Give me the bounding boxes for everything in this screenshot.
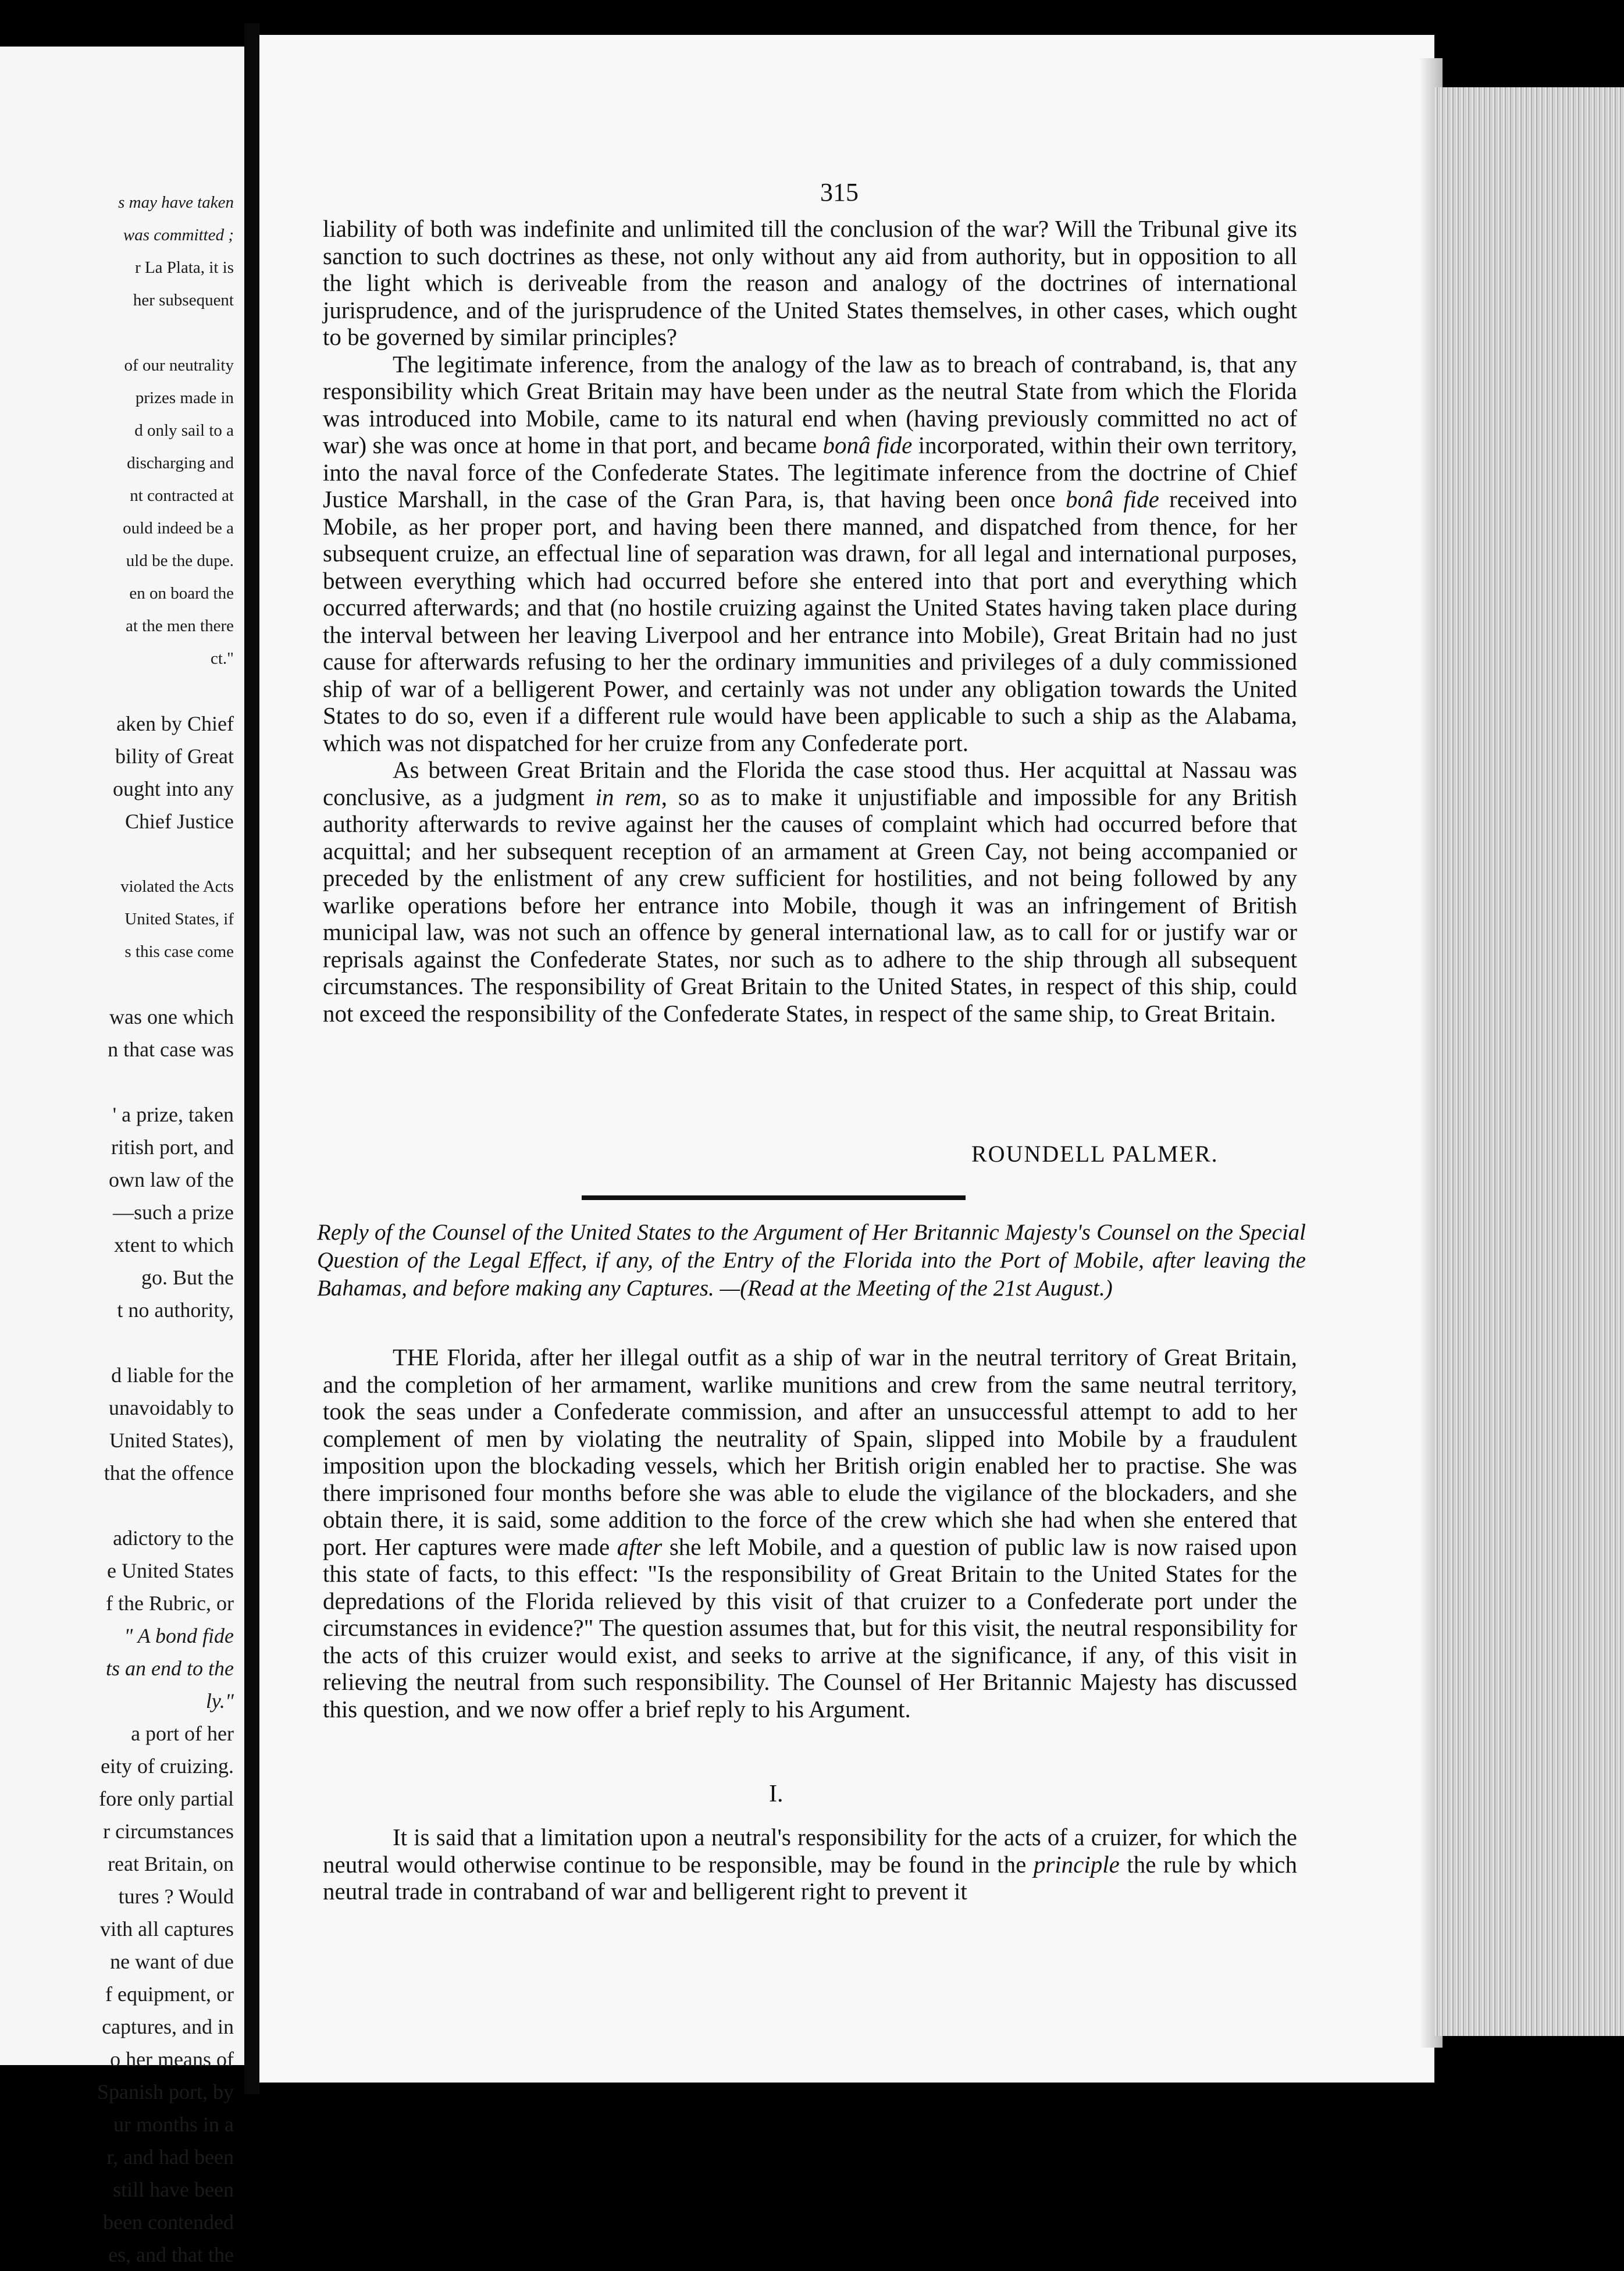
left-page-line: t no authority,: [117, 1298, 234, 1322]
left-page-line: f equipment, or: [105, 1982, 234, 2006]
reply-heading: Reply of the Counsel of the United States to the Argument of Her Britannic Majesty's Counsel on the Special Question of the Legal Effect, if any, of the Entry of the Florida into the Port of Mobile, after leaving the Bahamas, and before making any Captures. —(Read at the Meeting of the 21st August.): [317, 1220, 1306, 1301]
left-page-line: es, and that the: [108, 2243, 234, 2266]
left-page-text: [1, 186, 234, 2271]
left-page-gap: [1, 316, 234, 349]
left-page-line: ct.": [210, 649, 234, 668]
left-facing-page: [0, 47, 244, 2266]
section-numeral: I.: [769, 1781, 783, 1807]
left-page-line: adictory to the: [113, 1526, 234, 1550]
left-page-line: prizes made in: [135, 389, 234, 407]
left-page-line: was committed ;: [123, 226, 234, 244]
left-page-line: s this case come: [124, 942, 234, 961]
left-page-line: of our neutrality: [124, 356, 234, 375]
paragraph-limitation: It is said that a limitation upon a neutral's responsibility for the acts of a cruizer, for which the neutral would otherwise continue to be responsible, may be found in the principle the rule by which neutral trade in contraband of war and belligerent right to prevent it: [323, 1824, 1298, 1905]
left-page-line: that the offence: [104, 1461, 234, 1485]
left-page-line: captures, and in: [102, 2015, 234, 2038]
left-page-line: United States, if: [124, 910, 234, 928]
left-page-line: d liable for the: [111, 1364, 234, 1387]
left-page-line: bility of Great: [115, 745, 234, 768]
left-page-gap: [1, 968, 234, 1001]
left-page-gap: [1, 1066, 234, 1098]
left-page-line: s may have taken: [118, 193, 234, 212]
left-page-gap: [1, 838, 234, 870]
left-page-line: eity of cruizing.: [101, 1754, 234, 1778]
left-page-line: " A bond fide: [124, 1624, 234, 1647]
left-page-line: vith all captures: [100, 1917, 234, 1941]
left-page-line: ritish port, and: [111, 1136, 234, 1159]
left-page-gap: [1, 675, 234, 707]
paragraph-the-florida: THE Florida, after her illegal outfit as a ship of war in the neutral territory of Great Britain, and the completion of her armament, warlike munitions and crew from the same neutral territory, took the seas under a Confederate commission, and after an unsuccessful attempt to add to her complement of men by violating the neutrality of Spain, slipped into Mobile by a fraudulent imposition upon the blockading vessels, which her British origin enabled her to practise. She was there imprisoned four months before she was able to elude the vigilance of the blockaders, and she obtain there, it is said, some addition to the force of the crew which she had when she entered that port. Her captures were made after she left Mobile, and a question of public law is now raised upon this state of facts, to this effect: "Is the responsibility of Great Britain to the United States for the depredations of the Florida relieved by this visit of that cruizer to a Confederate port under the circumstances in evidence?" The question assumes that, but for this visit, the neutral responsibility for the acts of this cruizer would exist, and seeks to arrive at the significance, if any, of this visit in relieving the neutral from such responsibility. The Counsel of Her Britannic Majesty has discussed this question, and we now offer a brief reply to his Argument.: [323, 1344, 1297, 1722]
left-page-line: reat Britain, on: [108, 1852, 234, 1875]
left-page-line: her subsequent: [133, 291, 234, 309]
left-page-line: r La Plata, it is: [135, 258, 234, 277]
left-page-line: ould indeed be a: [123, 519, 234, 538]
left-page-line: a port of her: [131, 1722, 234, 1745]
paragraph-legitimate-inference: The legitimate inference, from the analogy of the law as to breach of contraband, is, that any responsibility which Great Britain may have been under as the neutral State from which the Florida was introduced into Mobile, came to its natural end when (having previously committed no act of war) she was once at home in that port, and became bonâ fide incorporated, within their own territory, into the naval force of the Confederate States. The legitimate inference from the doctrine of Chief Justice Marshall, in the case of the Gran Para, is, that having been once bonâ fide received into Mobile, as her proper port, and having been there manned, and dispatched from thence, for her subsequent cruize, an effectual line of separation was drawn, for all legal and international purposes, between everything which had occurred before she entered into that port and everything which occurred afterwards; and that (no hostile cruizing against the United States having taken place during the interval between her leaving Liverpool and her entrance into Mobile), Great Britain had no just cause for afterwards refusing to her the ordinary immunities and privileges of a duly commissioned ship of war of a belligerent Power, and certainly was not under any obligation towards the United States to do so, even if a different rule would have been applicable to such a ship as the Alabama, which was not dispatched for her cruize from any Confederate port.: [323, 350, 1298, 756]
left-page-line: Spanish port, by: [97, 2080, 234, 2103]
opening-paragraph-block: [323, 215, 1297, 1027]
left-page-line: e United States: [107, 1559, 234, 1582]
left-page-line: been contended: [103, 2211, 234, 2234]
left-page-line: o her means of: [110, 2048, 234, 2071]
left-page-line: r circumstances: [103, 1820, 234, 1843]
left-page-line: fore only partial: [99, 1787, 234, 1810]
left-page-line: was one which: [109, 1005, 234, 1028]
left-page-gap: [1, 1489, 234, 1522]
left-page-line: xtent to which: [114, 1233, 234, 1256]
left-page-line: r, and had been: [106, 2145, 234, 2169]
paragraph-liability: liability of both was indefinite and unlimited till the conclusion of the war? Will the Tribunal give its sanction to such doctrines as these, not only without any aid from authority, but in opposition to all the light which is deriveable from the reason and analogy of the doctrines of international jurisprudence, and of the jurisprudence of the United States themselves, in other cases, which ought to be governed by similar principles?: [323, 215, 1297, 350]
left-page-line: Chief Justice: [125, 810, 234, 833]
left-page-line: still have been: [113, 2178, 234, 2201]
book-page-edges: [1434, 87, 1624, 2036]
paragraph-as-between: As between Great Britain and the Florida the case stood thus. Her acquittal at Nassau was conclusive, as a judgment in rem, so as to make it unjustifiable and impossible for any British authority afterwards to revive against her the causes of complaint which had occurred before that acquittal; and her subsequent reception of an armament at Green Cay, not being accompanied or preceded by the enlistment of any crew sufficient for hostilities, and not being followed by any warlike operations before her entrance into Mobile, though it was an infringement of British municipal law, was not such an offence by general international law, as to call for or justify war or reprisals against the Confederate States, nor such as to adhere to the ship through all subsequent circumstances. The responsibility of Great Britain to the United States, in respect of this ship, could not exceed the responsibility of the Confederate States, in respect of the same ship, to Great Britain.: [323, 756, 1297, 1027]
left-page-line: go. But the: [141, 1266, 234, 1289]
left-page-line: tures ? Would: [118, 1885, 234, 1908]
left-page-line: uld be the dupe.: [126, 551, 234, 570]
left-page-line: unavoidably to: [109, 1396, 234, 1419]
left-page-line: nt contracted at: [130, 486, 234, 505]
left-page-line: ur months in a: [113, 2113, 234, 2136]
left-page-line: at the men there: [126, 617, 234, 635]
section-divider-rule: [582, 1195, 966, 1200]
left-page-line: ts an end to the: [106, 1657, 234, 1680]
italic-after: after: [617, 1533, 663, 1560]
left-page-line: en on board the: [129, 584, 234, 603]
left-page-gap: [1, 1326, 234, 1359]
left-page-line: ne want of due: [110, 1950, 234, 1973]
section-one-block: [323, 1824, 1297, 1905]
left-page-line: n that case was: [108, 1038, 234, 1061]
left-page-line: d only sail to a: [134, 421, 234, 440]
italic-bona-fide: bonâ fide: [822, 432, 913, 458]
left-page-line: United States),: [109, 1429, 234, 1452]
left-page-line: violated the Acts: [120, 877, 234, 896]
left-page-line: ly.": [205, 1689, 234, 1713]
book-gutter: [244, 23, 259, 2094]
signature-roundell-palmer: ROUNDELL PALMER.: [971, 1141, 1219, 1167]
italic-principle: principle: [1033, 1850, 1120, 1878]
left-page-line: own law of the: [109, 1168, 234, 1191]
italic-bona-fide: bonâ fide: [1066, 486, 1159, 512]
left-page-line: aken by Chief: [116, 712, 234, 735]
left-page-line: —such a prize: [113, 1201, 234, 1224]
left-page-line: f the Rubric, or: [106, 1592, 234, 1615]
reply-body-block: [323, 1344, 1297, 1722]
italic-in-rem: in rem: [595, 783, 661, 810]
left-page-line: ought into any: [113, 777, 234, 800]
left-page-line: ' a prize, taken: [112, 1103, 234, 1126]
page-number: 315: [820, 178, 859, 207]
left-page-line: discharging and: [127, 454, 234, 472]
